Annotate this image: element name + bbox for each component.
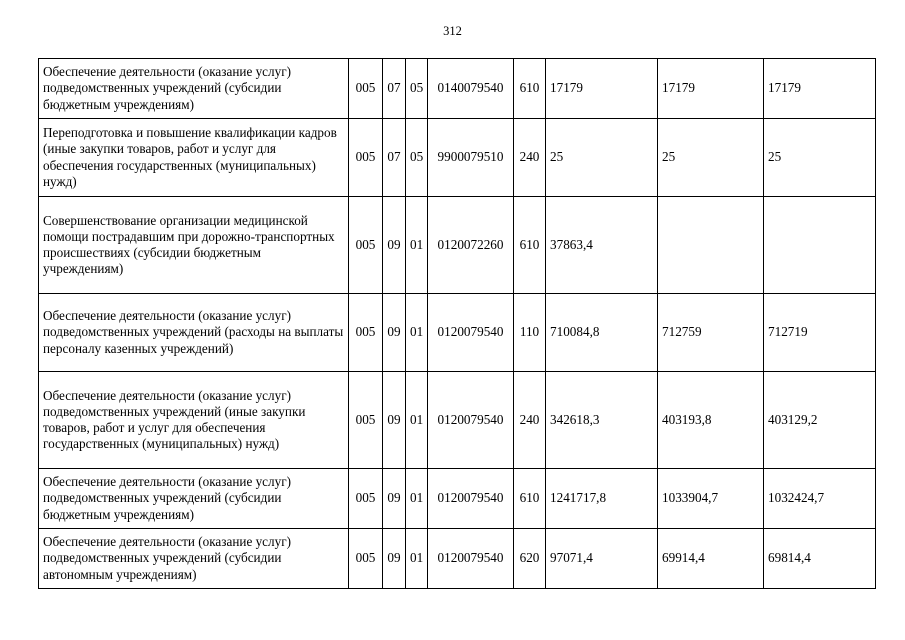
expense-type-code: 610: [514, 59, 546, 119]
section-code: 09: [383, 529, 406, 589]
ministry-code: 005: [349, 119, 383, 197]
table-row: [39, 469, 876, 529]
amount-year-1: 97071,4: [546, 529, 658, 589]
subsection-code: 01: [406, 372, 428, 469]
row-description: Переподготовка и повышение квалификации кадров (иные закупки товаров, работ и услуг для обеспечения государственных (муниципальных) нужд): [39, 119, 349, 197]
section-code: 09: [383, 197, 406, 294]
row-description: Обеспечение деятельности (оказание услуг) подведомственных учреждений (субсидии автономным учреждениям): [39, 529, 349, 589]
table-row: [39, 59, 876, 119]
target-article-code: 0120079540: [428, 372, 514, 469]
expense-type-code: 240: [514, 119, 546, 197]
target-article-code: 0120079540: [428, 469, 514, 529]
target-article-code: 0140079540: [428, 59, 514, 119]
amount-year-3: 1032424,7: [764, 469, 876, 529]
amount-year-1: 17179: [546, 59, 658, 119]
page-number: 312: [443, 24, 462, 38]
row-description: Обеспечение деятельности (оказание услуг) подведомственных учреждений (субсидии бюджетным учреждениям): [39, 59, 349, 119]
amount-year-2: [658, 197, 764, 294]
budget-table: [38, 58, 876, 589]
ministry-code: 005: [349, 529, 383, 589]
amount-year-1: 342618,3: [546, 372, 658, 469]
ministry-code: 005: [349, 197, 383, 294]
table-row: [39, 197, 876, 294]
amount-year-1: 710084,8: [546, 294, 658, 372]
ministry-code: 005: [349, 372, 383, 469]
ministry-code: 005: [349, 469, 383, 529]
section-code: 09: [383, 372, 406, 469]
amount-year-2: 403193,8: [658, 372, 764, 469]
row-description: Совершенствование организации медицинской помощи пострадавшим при дорожно-транспортных происшествиях (субсидии бюджетным учреждениям): [39, 197, 349, 294]
subsection-code: 01: [406, 197, 428, 294]
amount-year-2: 69914,4: [658, 529, 764, 589]
amount-year-1: 37863,4: [546, 197, 658, 294]
expense-type-code: 110: [514, 294, 546, 372]
amount-year-3: 69814,4: [764, 529, 876, 589]
amount-year-3: 17179: [764, 59, 876, 119]
ministry-code: 005: [349, 294, 383, 372]
target-article-code: 0120079540: [428, 529, 514, 589]
target-article-code: 0120072260: [428, 197, 514, 294]
expense-type-code: 610: [514, 469, 546, 529]
expense-type-code: 610: [514, 197, 546, 294]
target-article-code: 0120079540: [428, 294, 514, 372]
target-article-code: 9900079510: [428, 119, 514, 197]
table-row: [39, 294, 876, 372]
row-description: Обеспечение деятельности (оказание услуг) подведомственных учреждений (расходы на выплаты персоналу казенных учреждений): [39, 294, 349, 372]
section-code: 09: [383, 469, 406, 529]
table-row: [39, 529, 876, 589]
amount-year-2: 17179: [658, 59, 764, 119]
amount-year-1: 25: [546, 119, 658, 197]
subsection-code: 05: [406, 119, 428, 197]
section-code: 07: [383, 119, 406, 197]
amount-year-3: [764, 197, 876, 294]
amount-year-2: 712759: [658, 294, 764, 372]
subsection-code: 01: [406, 529, 428, 589]
table-row: [39, 372, 876, 469]
amount-year-3: 403129,2: [764, 372, 876, 469]
row-description: Обеспечение деятельности (оказание услуг) подведомственных учреждений (субсидии бюджетным учреждениям): [39, 469, 349, 529]
subsection-code: 01: [406, 294, 428, 372]
section-code: 09: [383, 294, 406, 372]
expense-type-code: 240: [514, 372, 546, 469]
amount-year-3: 25: [764, 119, 876, 197]
table-row: [39, 119, 876, 197]
row-description: Обеспечение деятельности (оказание услуг) подведомственных учреждений (иные закупки товаров, работ и услуг для обеспечения государственных (муниципальных) нужд): [39, 372, 349, 469]
expense-type-code: 620: [514, 529, 546, 589]
amount-year-3: 712719: [764, 294, 876, 372]
amount-year-1: 1241717,8: [546, 469, 658, 529]
amount-year-2: 1033904,7: [658, 469, 764, 529]
subsection-code: 05: [406, 59, 428, 119]
amount-year-2: 25: [658, 119, 764, 197]
section-code: 07: [383, 59, 406, 119]
ministry-code: 005: [349, 59, 383, 119]
subsection-code: 01: [406, 469, 428, 529]
